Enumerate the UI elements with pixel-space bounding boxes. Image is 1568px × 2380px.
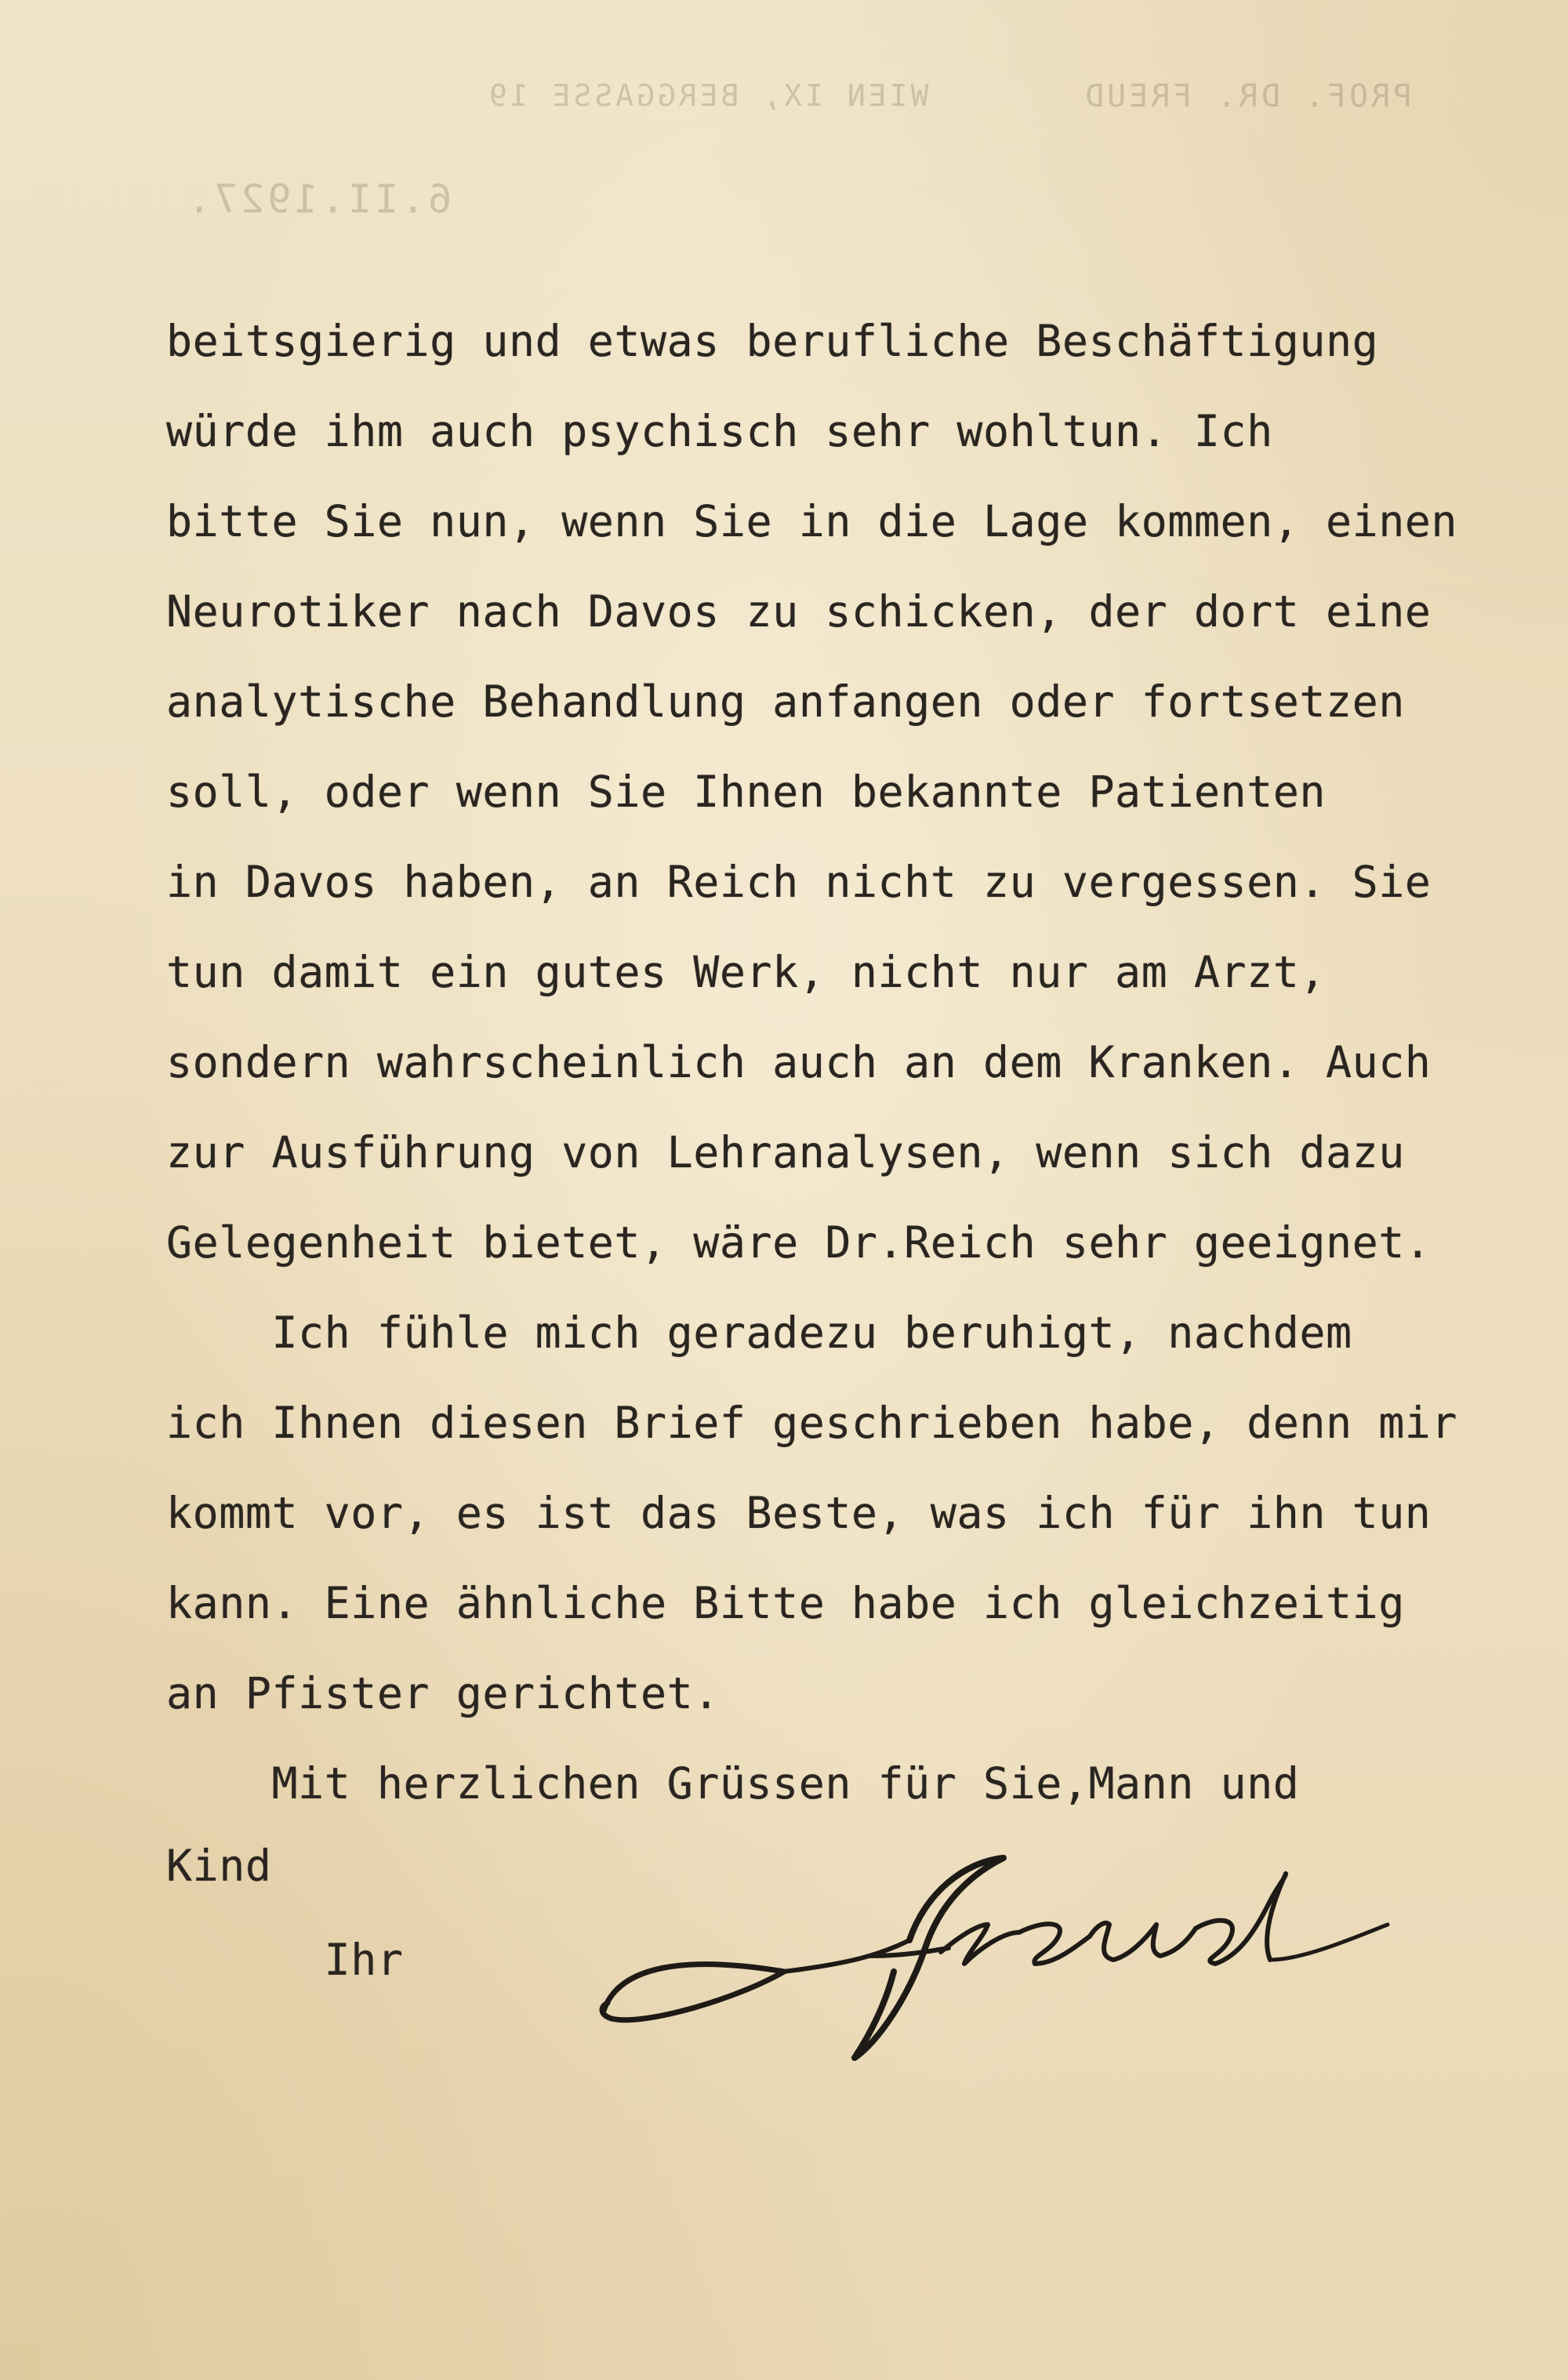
letter-line: in Davos haben, an Reich nicht zu vergessen. Sie — [166, 857, 1432, 907]
letter-line: würde ihm auch psychisch sehr wohltun. Ich — [166, 406, 1273, 456]
letter-line: kann. Eine ähnliche Bitte habe ich gleichzeitig — [166, 1578, 1405, 1628]
letterhead-date: 6.II.1927. — [184, 176, 452, 222]
letter-line: sondern wahrscheinlich auch an dem Kranken. Auch — [166, 1037, 1432, 1087]
letter-line: analytische Behandlung anfangen oder fortsetzen — [166, 677, 1405, 727]
letter-line: soll, oder wenn Sie Ihnen bekannte Patienten — [166, 767, 1326, 817]
letter-line: Ich fühle mich geradezu beruhigt, nachdem — [166, 1308, 1352, 1358]
letter-line: bitte Sie nun, wenn Sie in die Lage kommen, einen — [166, 496, 1458, 546]
letterhead-address: WIEN IX, BERGGASSE 19 — [486, 78, 929, 113]
handwritten-signature — [596, 1846, 1396, 2066]
letter-line: Neurotiker nach Davos zu schicken, der dort eine — [166, 586, 1432, 637]
letter-line: kommt vor, es ist das Beste, was ich für ihn tun — [166, 1488, 1432, 1538]
letter-line: Kind — [166, 1841, 272, 1891]
letter-line: zur Ausführung von Lehranalysen, wenn sich dazu — [166, 1127, 1405, 1177]
letter-line: tun damit ein gutes Werk, nicht nur am Arzt, — [166, 947, 1326, 997]
letter-line: beitsgierig und etwas berufliche Beschäftigung — [166, 316, 1379, 366]
letter-line: Mit herzlichen Grüssen für Sie,Mann und — [166, 1758, 1300, 1809]
letter-line: Gelegenheit bietet, wäre Dr.Reich sehr geeignet. — [166, 1217, 1432, 1268]
letter-line: Ihr — [166, 1935, 404, 1985]
letter-line: an Pfister gerichtet. — [166, 1668, 720, 1718]
letter-line: ich Ihnen diesen Brief geschrieben habe, denn mir — [166, 1398, 1458, 1448]
letterhead-name: PROF. DR. FREUD — [1082, 78, 1413, 114]
